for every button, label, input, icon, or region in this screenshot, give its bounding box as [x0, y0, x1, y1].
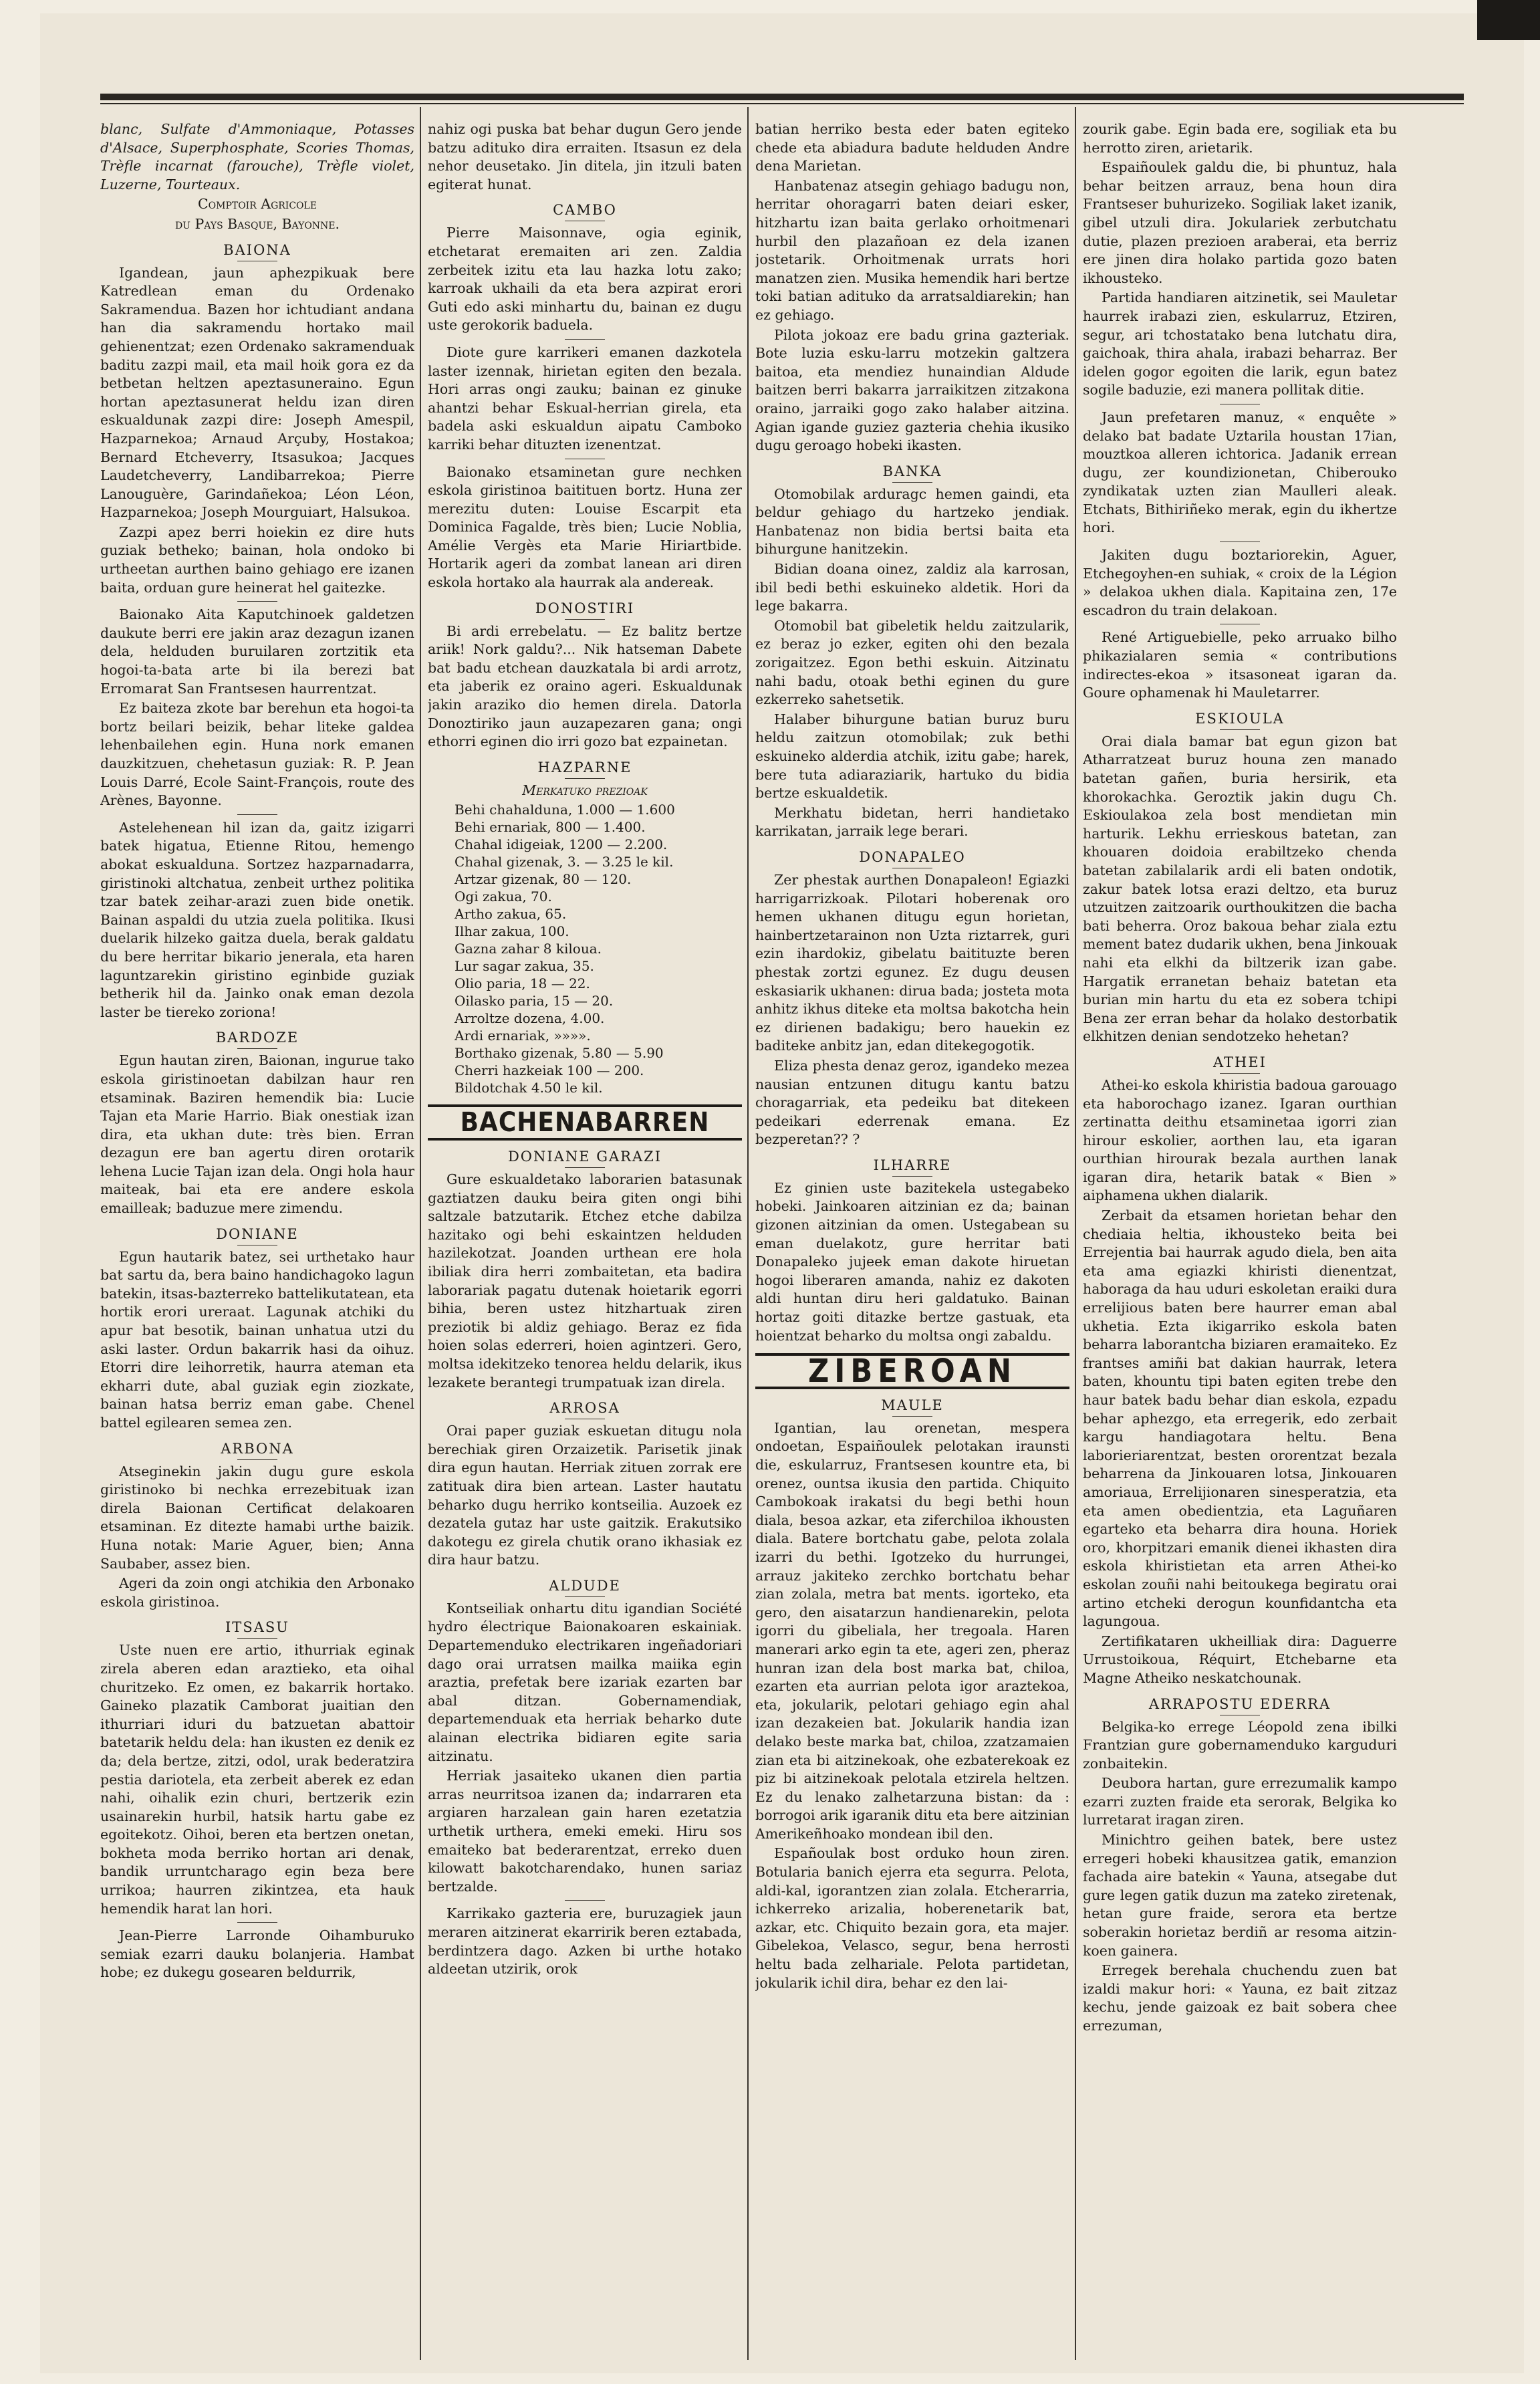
subheading: Merkatuko prezioak: [522, 782, 648, 798]
section-heading: BAIONA: [100, 241, 414, 261]
section-heading: ESKIOULA: [1083, 709, 1397, 730]
paragraph: Zer phestak aurthen Donapaleon! Egiazki harrigarrizkoak. Pilotari hoberenak oro hemen ukhanen ditugu egun horietan, hainbertzetarainon non Uzta riztarrek, guri ezin ihardokiz, gibelatu baitituzte beren phestak zortzi egunez. Ez dugu deusen eskasiarik ukhanen: dirua bada; josteta mota anhitz ikhus diteke eta moltsa bakotcha hein ez dirienen badakigu; bero hauekin ez baditeke anbitz jan, edan ditekegogotik.: [755, 871, 1069, 1054]
region-heading: ZIBEROAN: [755, 1353, 1069, 1389]
paragraph: Diote gure karrikeri emanen dazkotela laster izennak, hirietan egiten den bezala. Hori arras ongi zauku; bainan ez ginuke ahantzi behar Eskual-herrian girela, eta badela aski eskualdun aipatu Camboko karriki behar dituzten izenentzat.: [428, 344, 742, 453]
paragraph: Athei-ko eskola khiristia badoua garouago eta haborochago izanez. Igaran ourthian zertinatta deithu etsaminetaa igorri zian hirour eskolier, aorthen lau, eta igaran ourthian hirourak bezala aurthen lanak igaran dira, hetarik batak « Bien » aiphamena ukhen dialarik.: [1083, 1076, 1397, 1204]
paragraph: Jean-Pierre Larronde Oihamburuko semiak ezarri dauku bolanjeria. Hambat hobe; ez dukegu gosearen beldurrik,: [100, 1927, 414, 1981]
separator: [565, 1900, 605, 1901]
price-item: Chahal idigeiak, 1200 — 2.200.: [455, 836, 668, 853]
price-item: Oilasko paria, 15 — 20.: [455, 993, 614, 1009]
column-divider: [1075, 107, 1076, 2360]
price-item: Borthako gizenak, 5.80 — 5.90: [455, 1045, 664, 1062]
price-item: Ilhar zakua, 100.: [455, 923, 569, 940]
section-heading: ATHEI: [1083, 1053, 1397, 1074]
price-item: Ardi ernariak, »»»».: [455, 1028, 591, 1044]
paragraph: Baionako etsaminetan gure nechken eskola giristinoa baitituen bortz. Huna zer merezitu duten: Louise Escarpit eta Dominica Fagalde, très bien; Lucie Noblia, Amélie Vergès eta Marie Hiriartbide. Hortarik ageri da zombat lanean ari diren eskola hortako ala haurrak ala andereak.: [428, 463, 742, 591]
separator: [237, 601, 277, 602]
price-list: [428, 801, 742, 1096]
price-item: Bildotchak 4.50 le kil.: [455, 1080, 603, 1096]
paragraph: Pilota jokoaz ere badu grina gazteriak. Bote luzia esku-larru motzekin galtzera baitoa, eta mendiez hunaindian Aldude baitzen berri bakarra jarraikitzen zitzakona oraino, jarraiki gogo zako halaber aitzina. Agian igande guziez gazteria chehia ikusiko dugu geroago hobeki ikasten.: [755, 326, 1069, 454]
column-3: [755, 120, 1069, 2353]
paragraph: Partida handiaren aitzinetik, sei Mauletar haurrek irabazi zien, eskularruz, Etziren, segur, ari tchostatako bena lutchatu dira, gaichoak, thira ahala, irabazi beharraz. Ber idelen gogor egoiten die larik, egun batez sogile baduzie, ezi manera pollitak ditie.: [1083, 289, 1397, 398]
price-item: Olio paria, 18 — 22.: [455, 975, 590, 992]
section-heading: ARBONA: [100, 1439, 414, 1460]
section-heading: ITSASU: [100, 1618, 414, 1639]
paragraph: Kontseiliak onhartu ditu igandian Société hydro électrique Baionakoaren eskainiak. Departemenduko electrikaren ingeñadoriari dago orai urratsen mailka maiika egin araztia, prefetak bere izariak ezarten bar abal ditzan. Gobernamendiak, departemenduak eta herriak beharko dute alainan electrika bidiaren egite saria aitzinatu.: [428, 1600, 742, 1764]
paragraph: Baionako Aita Kaputchinoek galdetzen daukute berri ere jakin araz dezagun izanen dela, helduden buruilaren zortzitik eta hogoi-ta-bata arte bi ila berezi bat Erromarat San Frantsesen haurrentzat.: [100, 606, 414, 697]
price-item: Arroltze dozena, 4.00.: [455, 1010, 605, 1027]
paragraph: Uste nuen ere artio, ithurriak eginak zirela aberen edan araztieko, eta oihal churitzeko. Ez omen, ez bakarrik hortako. Gaineko plazatik Camborat juaitian den ithurriari iduri du batzuetan abattoir batetarik heldu dela: han ikusten ez denik ez da; dela bertze, zitzi, odol, urak bederatzira pestia dariotela, eta zerbeit aberek ez edan nahi, oihalik ezin churi, bertzerik ezin usainarekin hurbil, hatsik hartu gabe ez egoitekotz. Oihoi, beren eta bertzen onetan, bokheta moda berriko hortan ari denak, bandik urruntcharago egin beza bere urrikoa; haurren zikintzea, eta hauk hemendik harat lan hori.: [100, 1642, 414, 1917]
paragraph: Zertifikataren ukheilliak dira: Daguerre Urrustoikoua, Réquirt, Etchebarne eta Magne Atheiko neskatchounak.: [1083, 1633, 1397, 1686]
section-heading: ARRAPOSTU EDERRA: [1083, 1695, 1397, 1715]
paragraph: Deubora hartan, gure errezumalik kampo ezarri zuzten fraide eta serorak, Belgika ko lurretarat iragan ziren.: [1083, 1775, 1397, 1828]
column-2: [428, 120, 742, 2353]
section-heading: ARROSA: [428, 1399, 742, 1419]
section-heading: DONOSTIRI: [428, 599, 742, 620]
column-divider: [420, 107, 421, 2360]
paragraph: Hanbatenaz atsegin gehiago badugu non, herritar ohoragarri baten deiari esker, hitzhartu izan baita gerlako orhoitmenari hurbil den plazañoan ez dela izanen jostetarik. Orhoitmenak urrats hori manatzen zien. Musika hemendik hari bertze toki batian adituko da arratsaldiarekin; han ez gehiago.: [755, 177, 1069, 323]
separator: [237, 1922, 277, 1923]
paragraph: Ageri da zoin ongi atchikia den Arbonako eskola giristinoa.: [100, 1575, 414, 1610]
price-item: Cherri hazkeiak 100 — 200.: [455, 1062, 644, 1079]
paragraph: René Artiguebielle, peko arruako bilho phikazialaren semia « contributions indirectes-ekoa » itsasoneat igaran da. Goure ophamenak hi Mauletarrer.: [1083, 629, 1397, 701]
paragraph: Karrikako gazteria ere, buruzagiek jaun meraren aitzinerat ekarririk beren eztabada, berdintzera dago. Azken bi urthe hotako aldeetan utzirik, orok: [428, 1905, 742, 1978]
price-item: Lur sagar zakua, 35.: [455, 958, 594, 975]
paragraph: Zazpi apez berri hoiekin ez dire huts guziak betheko; bainan, hola ondoko bi urtheetan aurthen baino gehiago ere izanen baita, orduan gure heinerat hel gaitezke.: [100, 523, 414, 596]
paragraph: Espaiñoulek galdu die, bi phuntuz, hala behar beitzen arrauz, bena houn dira Frantseser buhurizeko. Sogiliak laket izanik, gibel utzuli dira. Jokulariek zerbutchatu dutie, plazen prezioen araberai, eta berriz ere jinen dira holako partida gozo baten ikhousteko.: [1083, 159, 1397, 286]
paragraph: Astelehenean hil izan da, gaitz izigarri batek higatua, Etienne Ritou, hemengo abokat eskualduna. Sortzez hazparnadarra, giristinoki altchatua, zenbeit urthez politika tzar batek zeihar-arazi zuen bide onetik. Bainan aspaldi du utzia zuela politika. Ikusi duelarik hilzeko gaitza duela, berak galdatu du bere herritar bikario jenerala, eta haren laguntzarekin giristino eginbide guziak betherik hil da. Jainko onak eman dezola laster be tiereko zoriona!: [100, 819, 414, 1020]
price-item: Behi ernariak, 800 — 1.400.: [455, 819, 646, 836]
column-1: [100, 120, 414, 2353]
paragraph: Pierre Maisonnave, ogia eginik, etchetarat eremaiten ari zen. Zaldia zerbeitek izitu eta lau hazka lotu zako; karroak ukhaili da eta bera azpirat erori Guti edo aski minhartu du, bainan ez dugu uste gerokorik baduela.: [428, 225, 742, 334]
paragraph: Atseginekin jakin dugu gure eskola giristinoko bi nechka errezebituak izan direla Baionan Certificat delakoaren etsaminan. Ez ditezte hamabi urthe baizik. Huna notak: Marie Aguer, bien; Anna Saubaber, assez bien.: [100, 1463, 414, 1572]
price-item: Ogi zakua, 70.: [455, 888, 552, 905]
paragraph: Egun hautan ziren, Baionan, ingurue tako eskola giristinoetan dabilzan haur ren etsaminak. Baziren hemendik bia: Lucie Tajan eta Marie Harrio. Biak onestiak izan dira, eta ukhan dute: très bien. Erran dezagun ere ban agertu diren orotarik lehena Lucie Tajan izan dela. Ongi hola haur maiteak, bai eta ere andere eskola emailleak; baduzue mere zimendu.: [100, 1052, 414, 1217]
top-rule: [100, 94, 1464, 100]
section-heading: ALDUDE: [428, 1576, 742, 1597]
column-divider: [747, 107, 749, 2360]
paragraph: Otomobil bat gibeletik heldu zaitzularik, ez beraz jo ezker, egiten ohi den bezala zorigaitzez. Egon bethi eskuin. Aitzinatu nahi badu, otoak bethi eginen du gure ezkerreko sahetsetik.: [755, 617, 1069, 708]
signature: du Pays Basque, Bayonne.: [174, 215, 340, 232]
paragraph: Herriak jasaiteko ukanen dien partia arras neurritsoa izanen da; indarraren eta argiaren harzalean gain haren ezetatzia urthetik urthera, emeki emeki. Hiru sos emaiteko bat bederarentzat, erreko duen kilowatt bakotcharendako, hunen sariaz bertzalde.: [428, 1768, 742, 1895]
price-item: Artzar gizenak, 80 — 120.: [455, 871, 632, 888]
paragraph: Otomobilak arduragc hemen gaindi, eta beldur gehiago du hartzeko jendiak. Hanbatenaz non bidia bertsi baita eta bihurgune hanitzekin.: [755, 485, 1069, 558]
paragraph: batian herriko besta eder baten egiteko chede eta abiadura badute helduden Andre dena Marietan.: [755, 121, 1069, 174]
paragraph: Zerbait da etsamen horietan behar den chediaia heltia, ikhousteko beita bei Errejentia bai haurrak agudo diela, ben aita eta ama egiazki khiristi dienentzat, haboraga da hau uduri eskoletan eraiki dura errelijious baten bere haurrer eman abal ukhetia. Ezta ikigarriko eskola baten beharra laborantcha biziaren eramaiteko. Ez frantses amiñi bat dakian haurrak, letera baten, khountu tipi baten egiten trebe den haur batek badu behar dian eskola, ezpadu behar aphezgo, eta erregerik, edo zerbait kargu handiagotara heltu. Bena laborieriarentzat, besten ororentzat bezala beharrena da Jinkouaren lotsa, Jinkouaren amoriaua, Errelijionaren sinesperatzia, eta eta amen obedientzia, eta Laguñaren egarteko eta beharra dira houna. Horiek oro, khorpitzari emanik dienei ikhasten dira eskola khiristietan eta arren Athei-ko eskolan zouñi nahi beitoukega begiratu orai artino etcheki derogun kounfidantcha eta lagungoua.: [1083, 1207, 1397, 1630]
section-heading: MAULE: [755, 1396, 1069, 1417]
section-heading: DONAPALEO: [755, 848, 1069, 868]
separator: [565, 339, 605, 340]
paragraph: nahiz ogi puska bat behar dugun Gero jende batzu adituko dira erraiten. Itsasun ez dela nehor deusetako. Jin ditela, jin itzuli baten egiterat hunat.: [428, 121, 742, 193]
section-heading: CAMBO: [428, 201, 742, 221]
section-heading: DONIANE GARAZI: [428, 1147, 742, 1168]
price-item: Chahal gizenak, 3. — 3.25 le kil.: [455, 854, 674, 870]
price-item: Gazna zahar 8 kiloua.: [455, 941, 602, 957]
paragraph: Bidian doana oinez, zaldiz ala karrosan, ibil bedi bethi eskuineko aldetik. Hori da lege bakarra.: [755, 561, 1069, 614]
paragraph: Erregek berehala chuchendu zuen bat izaldi makur hori: « Yauna, ez bait zitzaz kechu, jende gaizoak ez bait sobera chee errezuman,: [1083, 1962, 1397, 2034]
paragraph: Igandean, jaun aphezpikuak bere Katredlean eman du Ordenako Sakramendua. Bazen hor ichtudiant andana han dia sakramendu hortako mail gehienentzat; ezen Ordenako sakramenduak baditu zazpi mail, eta mail hoik gora ez da betbetan heltzen apeztasuneraino. Egun hortan apeztasunerat heldu izan diren eskualdunak zazpi dire: Joseph Amespil, Hazparnekoa; Arnaud Arçuby, Hostakoa; Bernard Etcheverry, Itsasukoa; Jacques Laudetcheverry, Landibarrekoa; Pierre Lanouguère, Garindañekoa; Léon Léon, Hazparnekoa; Joseph Mourguiart, Halsukoa.: [100, 264, 414, 521]
region-heading: BACHENABARREN: [428, 1104, 742, 1141]
paragraph: Ez baiteza zkote bar berehun eta hogoi-ta bortz beilari beizik, behar liteke galdea lehenbailehen egin. Huna nork emanen dauzkitzuen, chehetasun guziak: R. P. Jean Louis Darré, Ecole Saint-François, route des Arènes, Bayonne.: [100, 700, 414, 809]
scan-edge: [1477, 0, 1540, 40]
paragraph: Eliza phesta denaz geroz, igandeko mezea nausian entzunen ditugu kantu batzu choragarriak, eta pedeiku bat ditekeen pedeikari ederrenak emana. Ez bezperetan?? ?: [755, 1057, 1069, 1148]
paragraph: Jaun prefetaren manuz, « enquête » delako bat badate Uztarila houstan 17ian, mouztkoa alleren ichtorica. Jadanik errean dugu, zer koundizionetan, Chiberouko zyndikatak uzten zian Maulleri aleak. Etchats, Bithiriñeko merak, egin du ikhertze hori.: [1083, 408, 1397, 536]
section-heading: ILHARRE: [755, 1156, 1069, 1177]
section-heading: DONIANE: [100, 1225, 414, 1245]
paragraph: Orai paper guziak eskuetan ditugu nola berechiak giren Orzaizetik. Parisetik jinak dira egun hautan. Herriak zituen zorrak ere zatituak dira bien artean. Laster hautatu beharko dugu herriko kontseilia. Auzoek ez dezatela gutaz har uste gaitzik. Erakutsiko dakotegu ez girela chutik orano ikhasiak ez dira haur batzu.: [428, 1423, 742, 1568]
paragraph: blanc, Sulfate d'Ammoniaque, Potasses d'Alsace, Superphosphate, Scories Thomas, Trèfle incarnat (farouche), Trèfle violet, Luzerne, Tourteaux.: [100, 121, 414, 193]
signature: Comptoir Agricole: [197, 196, 317, 213]
paragraph: Minichtro geihen batek, bere ustez erregeri hobeki khausitzea gatik, emanzion fachada aire batekin « Yauna, atsegabe dut gure legen gatik duzun ma zateko ziretenak, hetan gure fraide, serora eta bertze soberakin horietaz berdiñ ar resoma aitzin-koen gainera.: [1083, 1832, 1397, 1959]
paragraph: Ez ginien uste bazitekela ustegabeko hobeki. Jainkoaren aitzinian ez da; bainan gizonen aitzinian da omen. Ustegabean su eman duelakotz, gure herritar bati Donapaleko jujeek eman dakote hiruetan hogoi liberaren amanda, nahiz ez dakoten aldi huntan diru heri galdatuko. Bainan hortaz goiti ditazke bertze gastuak, eta hoientzat beharko du moltsa ongi zabaldu.: [755, 1179, 1069, 1344]
paragraph: Jakiten dugu boztariorekin, Aguer, Etchegoyhen-en suhiak, « croix de la Légion » delakoa ukhen diala. Kapitaina zen, 17e escadron du train delakoan.: [1083, 547, 1397, 618]
paragraph: Igantian, lau orenetan, mespera ondoetan, Espaiñoulek pelotakan iraunsti die, eskularruz, Frantsesen kountre eta, bi orenez, ountsa ikusia den partida. Chiquito Cambokoak irakatsi du begi bethi houn diala, besoa azkar, eta ziferchiloa ikhousten diala. Batere bortchatu gabe, pelota zolala izarri du bethi. Igotzeko du hurrungei, arrauz jakiteko zerchko bortchatu behar zian zolala, metra bat ments. igorteko, eta gero, den aisatarzun handienarekin, pelota igorri du gibeliala, her tregoala. Haren manerari arko egin ta ete, ageri zen, pheraz hunran izan dela bost marka bat, chiloa, ezarten eta aurrian pelota igor araztekoa, eta, jokularik, pelotari gehiago egin ahal izan dezakeien bat. Jokularik handia izan delako beste marka bat, chiloa, zzatzamaien zian eta bi aitzinekoak, ohe ezbaterekoak ez piz bi aitzinekoak pelotala etzirela heltzen. Ez du lenako zalhetarzuna bistan: da : borrogoi arik igaranik ditu eta bere aitzinian Amerikeñhoako mondean ibil den.: [755, 1419, 1069, 1842]
paragraph: Orai diala bamar bat egun gizon bat Atharratzeat buruz houna zen manado batetan gañen, buria hersirik, eta khorokachka. Geroztik jakin dugu Ch. Eskioulakoa zela bost mendietan min harturik. Lekhu errieskous batetan, zan khouaren doidoia erabiltzeko chenda batetan zabilalarik ardi eli baten ondotik, zakur batek lotsa erazi deltzo, eta buruz utzuitzen zaitzoarik ourthoukitzen die bacha bati beherra. Oroz bakoua behar ziala eztu mement batez dudarik ukhen, bena Jinkouak nahi eta elkhi da biltzerik izan gabe. Hargatik erranetan behaiz batetan eta burian min hartu du eta ez sobera tchipi Bena zer erran behar da holako destorbatik elkhitzen denian sendotzeko hehetan?: [1083, 733, 1397, 1045]
paragraph: Belgika-ko errege Léopold zena ibilki Frantzian gure gobernamenduko karguduri zonbaitekin.: [1083, 1718, 1397, 1772]
section-heading: BANKA: [755, 462, 1069, 483]
separator: [237, 814, 277, 815]
paragraph: Egun hautarik batez, sei urthetako haur bat sartu da, bera baino handichagoko lagun batekin, itsas-bazterreko battelikutatean, eta hortik erori ureraat. Lagunak atchiki du apur bat besotik, bainan unhatua utzi du aski laster. Ordun bakarrik hasi da oihuz. Etorri dire leihorretik, haurra ateman eta ekharri dute, abal guziak egin ziozkate, bainan hatsa berriz eman gabe. Chenel battel egilearen semea zen.: [100, 1248, 414, 1431]
price-item: Artho zakua, 65.: [455, 906, 567, 923]
top-rule-thin: [100, 103, 1464, 104]
paragraph: Halaber bihurgune batian buruz buru heldu zaitzun otomobilak; zuk bethi eskuineko alderdia atchik, izitu gabe; harek, bere tuta adiaraziarik, hartuko du bidia bertze eskualdetik.: [755, 711, 1069, 802]
column-4: [1083, 120, 1397, 2353]
section-heading: HAZPARNE: [428, 758, 742, 779]
section-heading: BARDOZE: [100, 1028, 414, 1049]
paragraph: Merkhatu bidetan, herri handietako karrikatan, jarraik lege berari.: [755, 804, 1069, 840]
paragraph: zourik gabe. Egin bada ere, sogiliak eta bu herrotto ziren, arietarik.: [1083, 121, 1397, 156]
paragraph: Bi ardi errebelatu. — Ez balitz bertze ariik! Nork galdu?... Nik hatseman Dabete bat badu etchean dauzkatala bi ardi arrotz, eta jaberik ez oraino ageri. Eskualdunak jakin araziko dio hemen direla. Datorla Donoztiriko jaun auzapezaren gana; ongi ethorri eginen dio irri gozo bat ezpainetan.: [428, 622, 742, 750]
paragraph: Españoulak bost orduko houn ziren. Botularia banich ejerra eta segurra. Pelota, aldi-kal, igorantzen zian zolala. Etcherarria, ichkerreko arizalia, hoberenetarik bat, azkar, etc. Chiquito bezain gora, eta majer. Gibelekoa, Velasco, segur, bena herrosti heltu bada zelhariale. Pelota partidetan, jokularik ichil dira, behar ez den lai-: [755, 1845, 1069, 1991]
price-item: Behi chahalduna, 1.000 — 1.600: [455, 802, 675, 818]
paragraph: Gure eskualdetako laborarien batasunak gaztiatzen dauku beira giten ongi bihi saltzale batzutarik. Etchez etche dabilza hazitako ogi behi eskaintzen helduden hazilekotzat. Joanden urthean ere hola ibiliak dira herri zombaitetan, eta badira laborariak pagatu dutenak hoietarik egorri bihia, beren ustez hitzhartuak ziren preziotik bi aldiz gehiago. Beraz ez fida hoien solas ederreri, hoien agintzeri. Gero, moltsa idekitzeko tenorea heldu delarik, ikus lezakete berantegi trumpatuak izan direla.: [428, 1171, 742, 1391]
